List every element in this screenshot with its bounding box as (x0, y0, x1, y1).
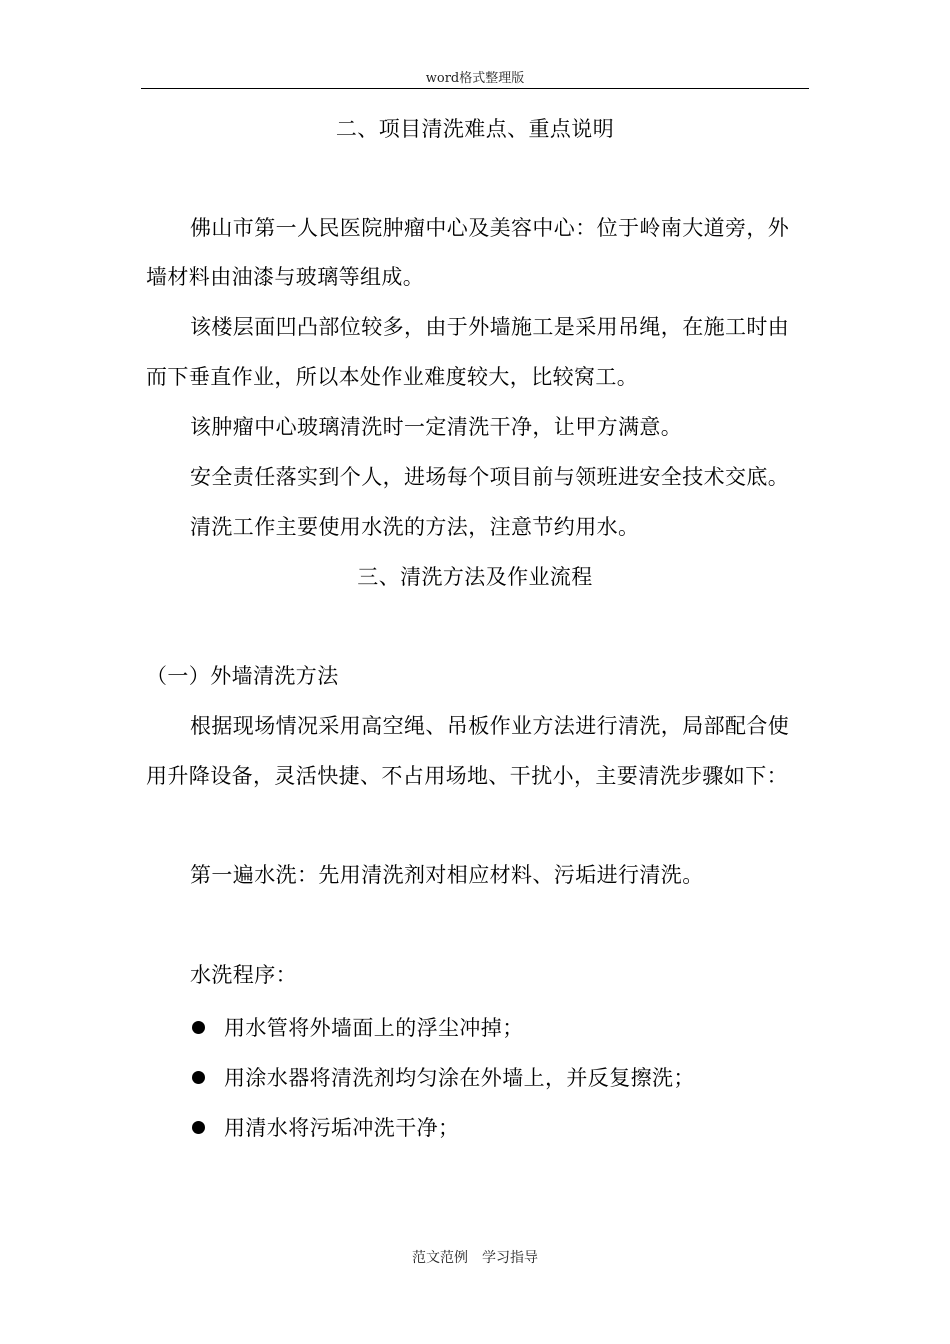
paragraph-2-line-1: 该楼层面凹凸部位较多，由于外墙施工是采用吊绳，在施工时由 (190, 315, 790, 339)
first-wash-line: 第一遍水洗：先用清洗剂对相应材料、污垢进行清洗。 (190, 863, 704, 887)
intro-line-1: 根据现场情况采用高空绳、吊板作业方法进行清洗，局部配合使 (190, 714, 790, 738)
subsection-title: （一）外墙清洗方法 (146, 664, 339, 688)
paragraph-2-line-2: 而下垂直作业，所以本处作业难度较大，比较窝工。 (146, 365, 639, 389)
paragraph-3: 该肿瘤中心玻璃清洗时一定清洗干净，让甲方满意。 (190, 415, 683, 439)
page-footer: 范文范例 学习指导 (412, 1250, 538, 1266)
bullet-dot-icon (192, 1071, 205, 1084)
paragraph-1-line-1: 佛山市第一人民医院肿瘤中心及美容中心：位于岭南大道旁，外 (190, 216, 790, 240)
bullet-dot-icon (192, 1021, 205, 1034)
paragraph-4: 安全责任落实到个人，进场每个项目前与领班进安全技术交底。 (190, 465, 790, 489)
bullet-item-1: 用水管将外墙面上的浮尘冲掉； (224, 1016, 524, 1040)
bullet-item-3: 用清水将污垢冲洗干净； (224, 1116, 460, 1140)
procedure-label: 水洗程序： (190, 963, 297, 987)
section-3-title: 三、清洗方法及作业流程 (357, 565, 593, 589)
paragraph-5: 清洗工作主要使用水洗的方法，注意节约用水。 (190, 515, 640, 539)
header-rule (141, 88, 809, 89)
section-2-title: 二、项目清洗难点、重点说明 (335, 117, 615, 141)
paragraph-1-line-2: 墙材料由油漆与玻璃等组成。 (146, 265, 425, 289)
bullet-dot-icon (192, 1121, 205, 1134)
page-header: word格式整理版 (425, 71, 525, 86)
intro-line-2: 用升降设备，灵活快捷、不占用场地、干扰小，主要清洗步骤如下： (146, 764, 788, 788)
bullet-item-2: 用涂水器将清洗剂均匀涂在外墙上，并反复擦洗； (224, 1066, 695, 1090)
